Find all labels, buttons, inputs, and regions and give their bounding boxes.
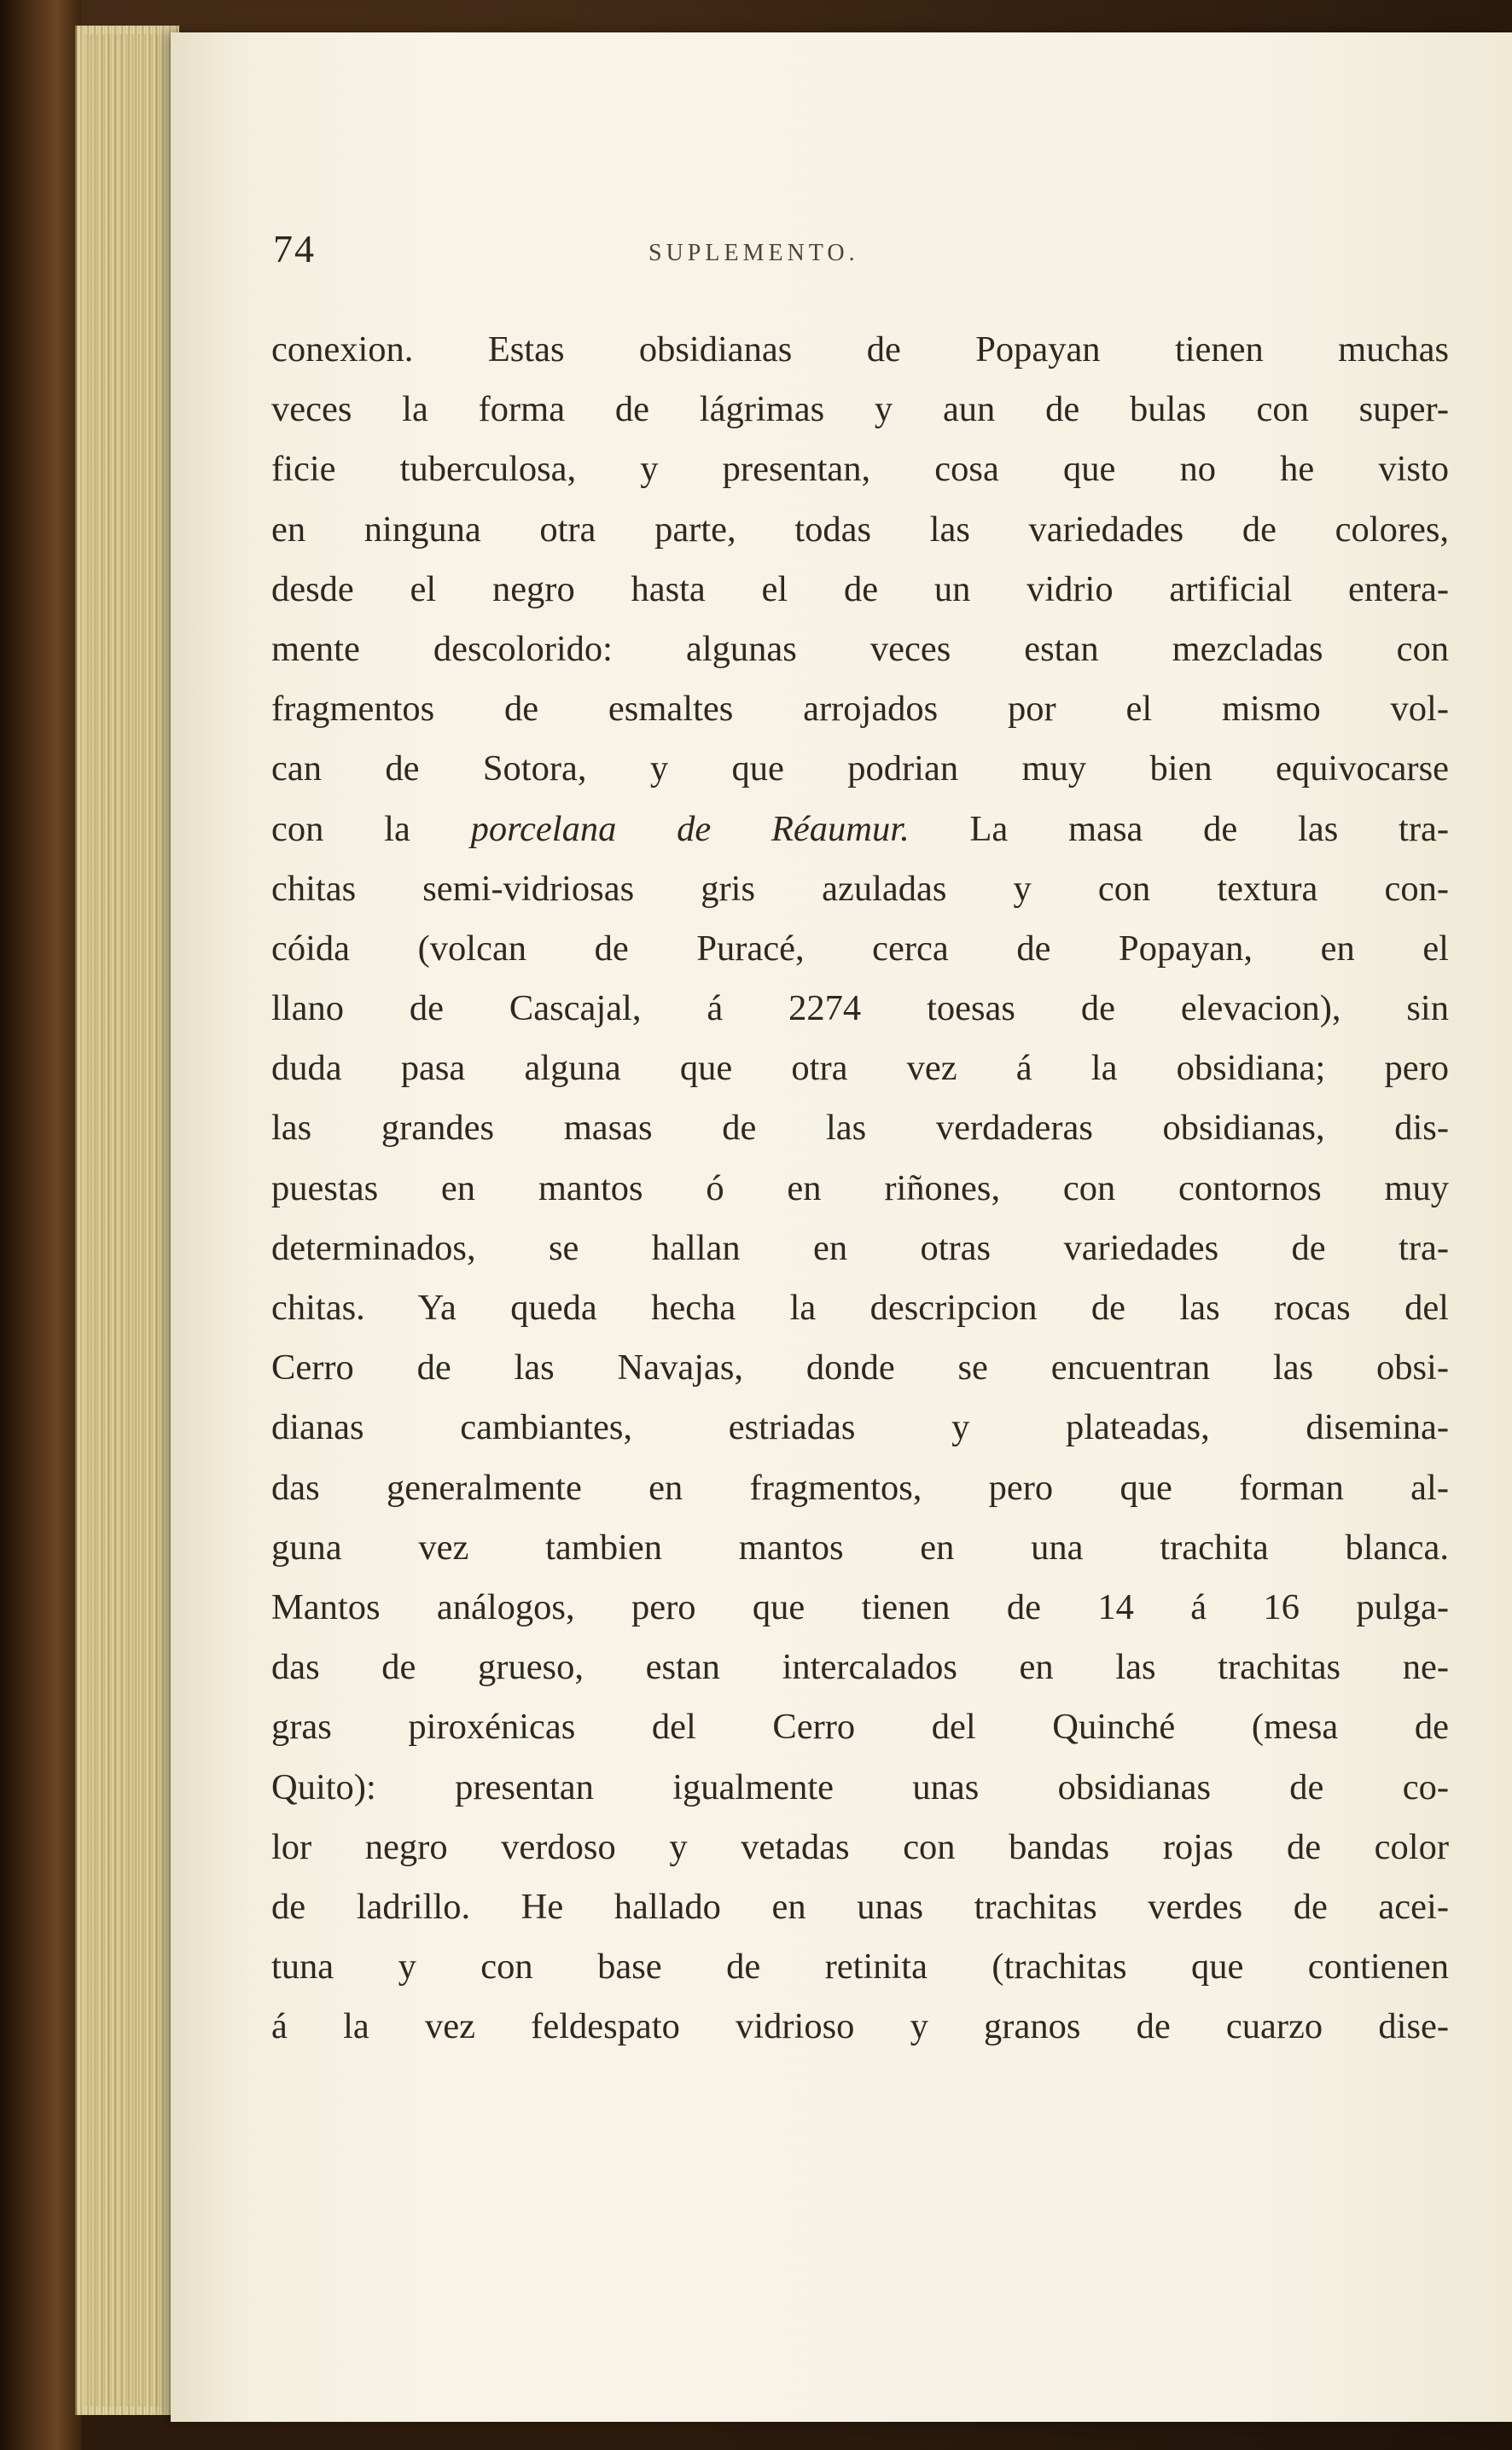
text-line-segment: con la bbox=[271, 808, 471, 849]
text-line bbox=[271, 439, 1449, 499]
text-line-segment: conexion. Estas obsidianas de Popayan tienen muchas bbox=[271, 329, 1449, 370]
body-text bbox=[271, 320, 1449, 2057]
text-line-segment: á la vez feldespato vidrioso y granos de cuarzo dise- bbox=[271, 2006, 1449, 2047]
text-line bbox=[271, 1758, 1449, 1818]
page-header bbox=[273, 226, 1212, 286]
text-line bbox=[271, 1997, 1449, 2057]
text-line-segment: llano de Cascajal, á 2274 toesas de elevacion), sin bbox=[271, 988, 1449, 1029]
text-line bbox=[271, 1039, 1449, 1098]
text-line-segment: das de grueso, estan intercalados en las trachitas ne- bbox=[271, 1647, 1449, 1688]
text-line bbox=[271, 1398, 1449, 1458]
text-line-segment: determinados, se hallan en otras variedades de tra- bbox=[271, 1227, 1449, 1268]
text-line bbox=[271, 1278, 1449, 1338]
gilt-edge bbox=[85, 34, 162, 2406]
text-line-segment: guna vez tambien mantos en una trachita blanca. bbox=[271, 1527, 1449, 1568]
text-line bbox=[271, 859, 1449, 919]
text-line-segment: gras piroxénicas del Cerro del Quinché (mesa de bbox=[271, 1707, 1449, 1748]
text-line-segment: chitas semi-vidriosas gris azuladas y con textura con- bbox=[271, 868, 1449, 909]
text-line bbox=[271, 679, 1449, 739]
text-line bbox=[271, 1578, 1449, 1638]
text-line-segment: puestas en mantos ó en riñones, con contornos muy bbox=[271, 1167, 1449, 1208]
text-line-segment: das generalmente en fragmentos, pero que forman al- bbox=[271, 1467, 1449, 1508]
text-line bbox=[271, 620, 1449, 679]
text-line-segment: ficie tuberculosa, y presentan, cosa que no he visto bbox=[271, 449, 1449, 490]
text-line-segment: mente descolorido: algunas veces estan mezcladas con bbox=[271, 628, 1449, 669]
text-line-segment: veces la forma de lágrimas y aun de bulas con super- bbox=[271, 389, 1449, 430]
text-line bbox=[271, 919, 1449, 979]
text-line-segment: cóida (volcan de Puracé, cerca de Popayan, en el bbox=[271, 928, 1449, 969]
text-line bbox=[271, 500, 1449, 560]
text-line-segment: duda pasa alguna que otra vez á la obsidiana; pero bbox=[271, 1048, 1449, 1089]
text-line-segment: La masa de las tra- bbox=[909, 808, 1449, 849]
text-line-segment: en ninguna otra parte, todas las variedades de colores, bbox=[271, 509, 1449, 550]
text-line-segment: las grandes masas de las verdaderas obsidianas, dis- bbox=[271, 1108, 1449, 1149]
text-line-segment: Mantos análogos, pero que tienen de 14 á 16 pulga- bbox=[271, 1586, 1449, 1627]
text-line-segment: can de Sotora, y que podrian muy bien equivocarse bbox=[271, 748, 1449, 789]
text-line bbox=[271, 1877, 1449, 1937]
text-line bbox=[271, 979, 1449, 1039]
text-line-segment: Cerro de las Navajas, donde se encuentran las obsi- bbox=[271, 1347, 1449, 1388]
text-line bbox=[271, 1518, 1449, 1578]
running-head: SUPLEMENTO. bbox=[648, 240, 859, 266]
text-line bbox=[271, 320, 1449, 380]
page-number: 74 bbox=[273, 227, 316, 271]
text-line bbox=[271, 560, 1449, 620]
text-line bbox=[271, 1338, 1449, 1398]
text-line bbox=[271, 1458, 1449, 1518]
text-line bbox=[271, 380, 1449, 439]
book-binding bbox=[0, 0, 81, 2450]
text-line-segment: chitas. Ya queda hecha la descripcion de las rocas del bbox=[271, 1288, 1449, 1328]
text-line bbox=[271, 1098, 1449, 1158]
text-line-segment: fragmentos de esmaltes arrojados por el mismo vol- bbox=[271, 689, 1449, 730]
italic-text: porcelana de Réaumur. bbox=[470, 808, 910, 849]
text-line bbox=[271, 1937, 1449, 1997]
text-line bbox=[271, 1219, 1449, 1278]
text-line bbox=[271, 1638, 1449, 1697]
text-line bbox=[271, 1818, 1449, 1877]
text-line-segment: desde el negro hasta el de un vidrio artificial entera- bbox=[271, 568, 1449, 609]
text-line bbox=[271, 739, 1449, 799]
text-line-segment: de ladrillo. He hallado en unas trachitas verdes de acei- bbox=[271, 1886, 1449, 1927]
text-line-segment: tuna y con base de retinita (trachitas que contienen bbox=[271, 1947, 1449, 1987]
text-line bbox=[271, 1159, 1449, 1219]
text-line bbox=[271, 800, 1449, 859]
text-line bbox=[271, 1697, 1449, 1757]
text-line-segment: dianas cambiantes, estriadas y plateadas, disemina- bbox=[271, 1407, 1449, 1448]
text-line-segment: lor negro verdoso y vetadas con bandas rojas de color bbox=[271, 1826, 1449, 1867]
text-line-segment: Quito): presentan igualmente unas obsidianas de co- bbox=[271, 1766, 1449, 1807]
